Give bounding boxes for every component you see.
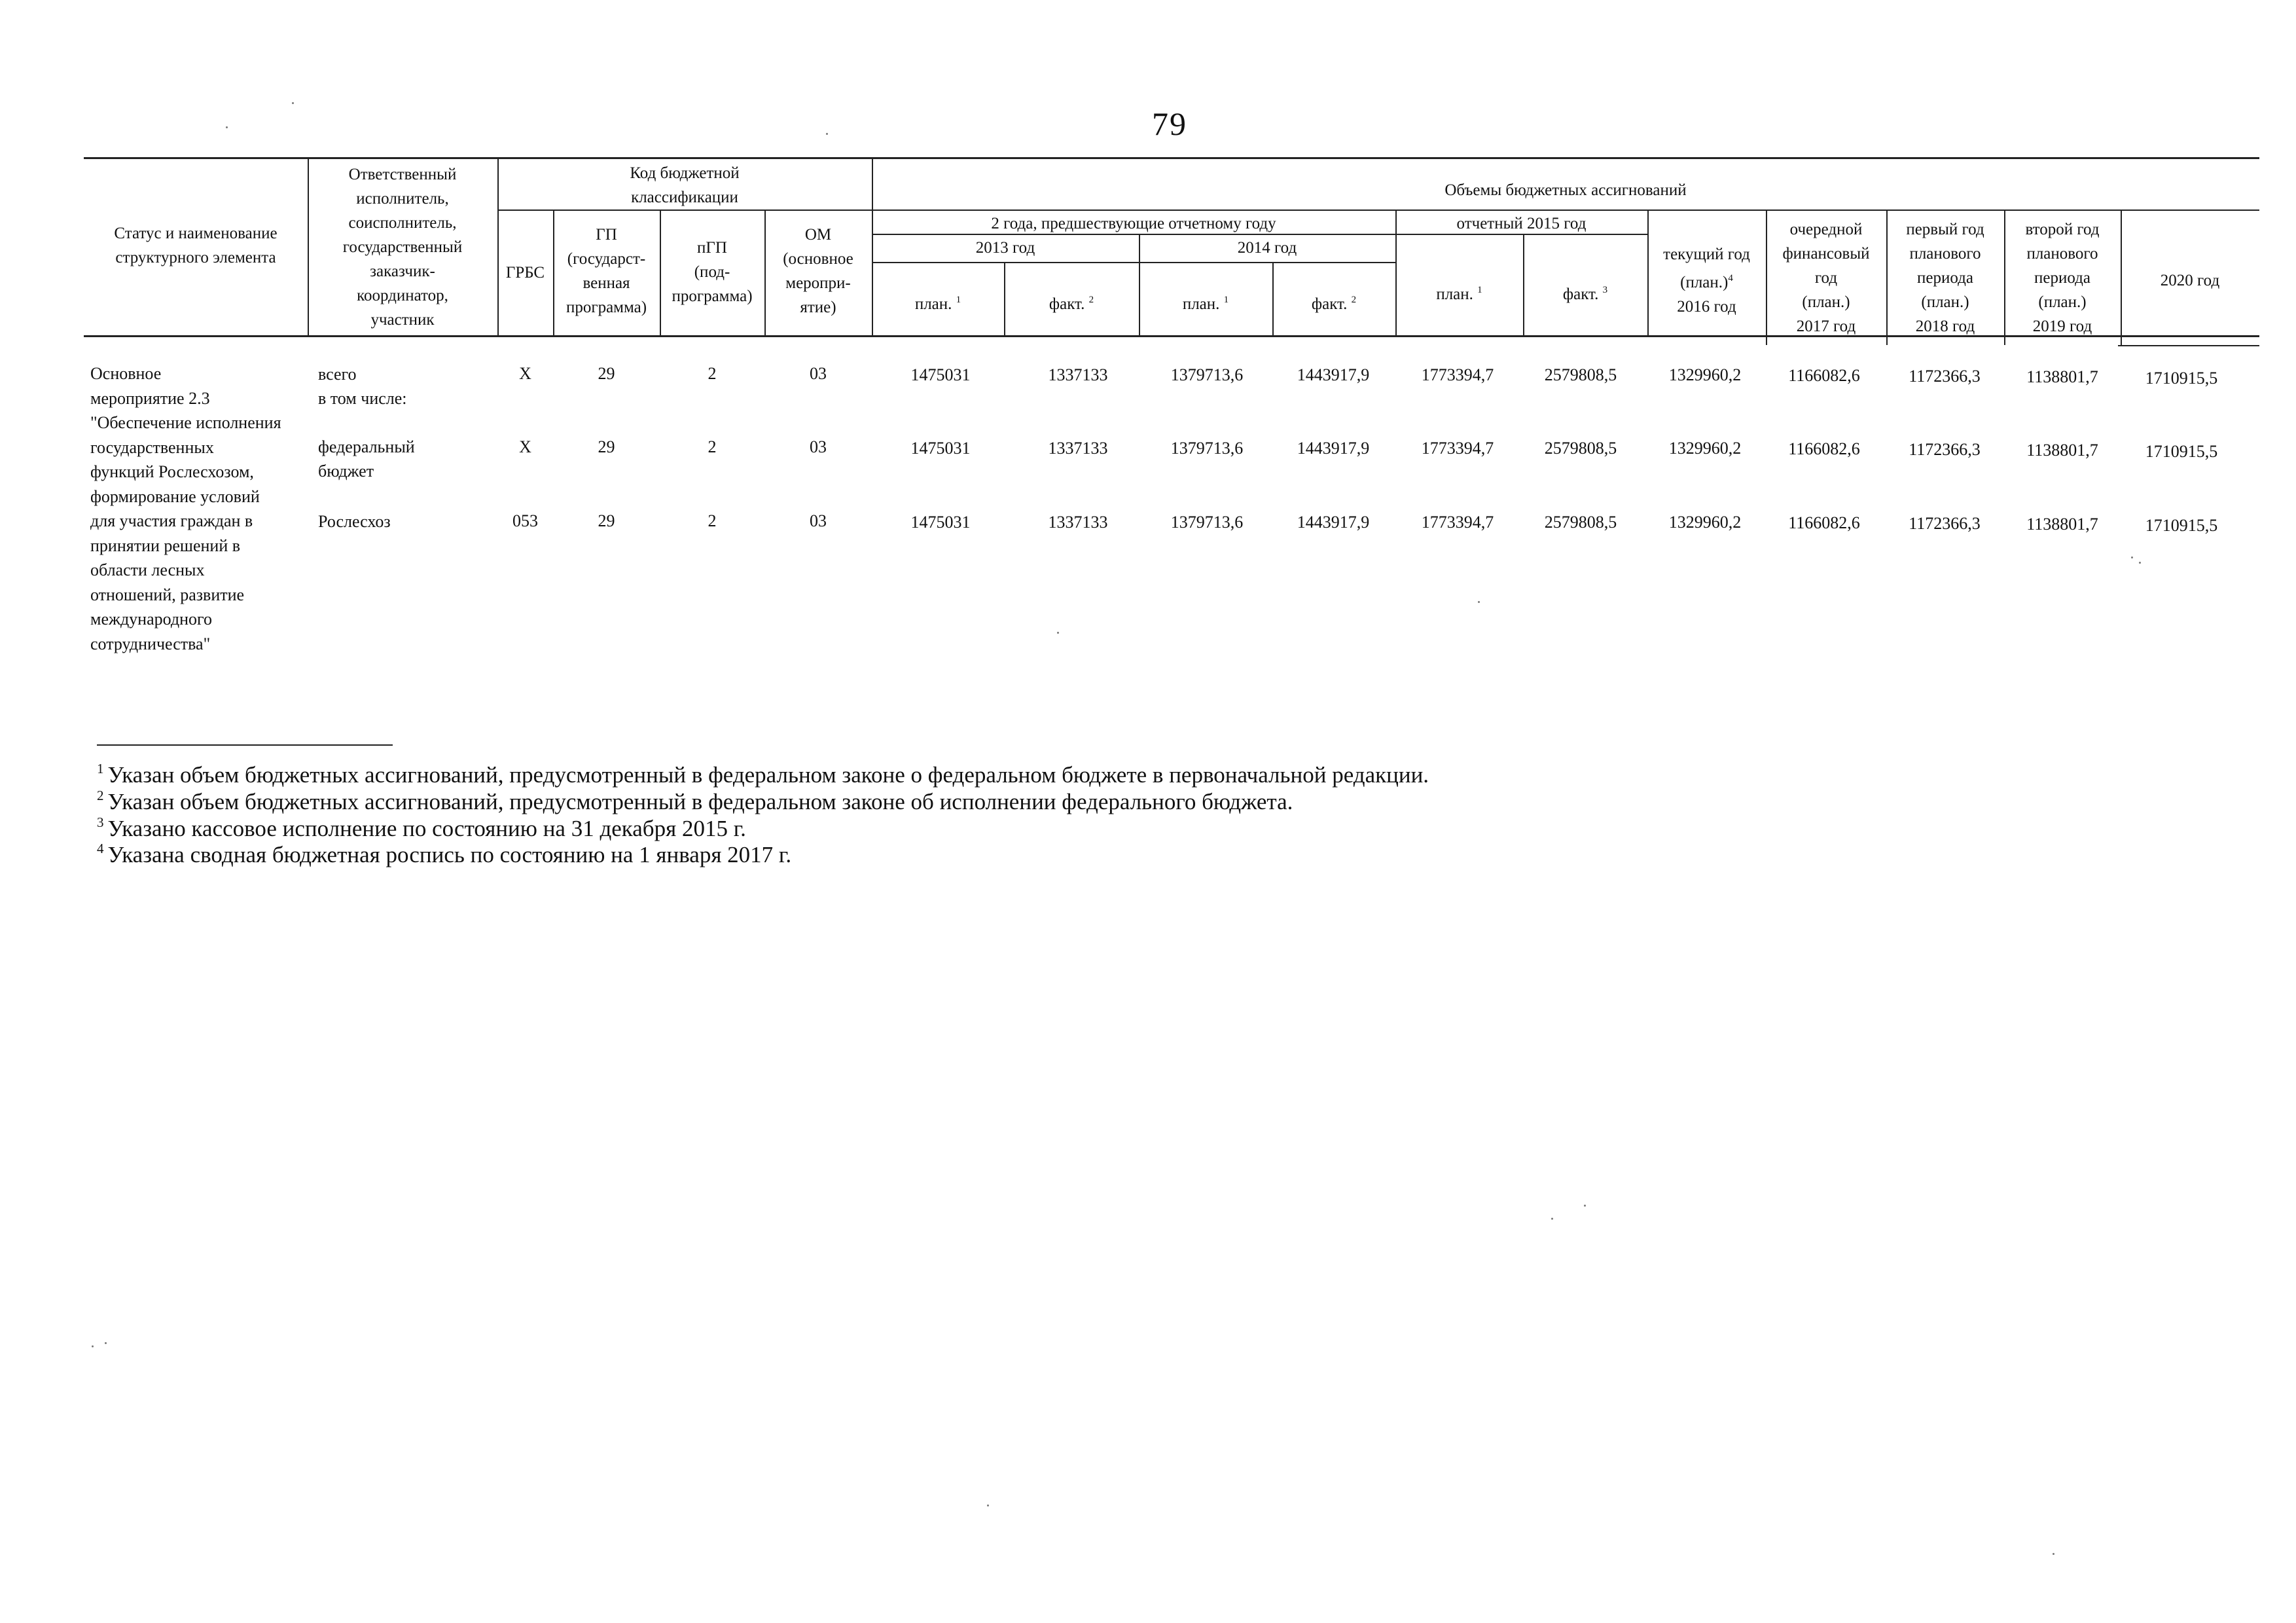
cell-om: 03 [810,511,827,530]
cell-value: 1443917,9 [1297,513,1370,532]
cell-value: 1475031 [910,365,971,384]
scan-speck [226,126,228,128]
cell-value: 1773394,7 [1421,439,1494,458]
table-top-border [84,157,2259,159]
cell-grbs: Х [519,437,531,456]
cell-value: 2579808,5 [1544,439,1617,458]
scan-speck [1584,1205,1586,1207]
header-status-name: Статус и наименование структурного элемента [114,225,278,266]
footnote-item [97,788,1293,815]
scan-speck [92,1345,94,1347]
header-pgp: пГП (под- программа) [672,239,753,305]
scan-speck [292,102,294,104]
scan-speck [987,1504,989,1506]
cell-value: 1475031 [910,513,971,532]
cell-value: 1337133 [1048,513,1108,532]
scan-speck [105,1342,107,1344]
header-om: ОМ (основное меропри- ятие) [783,226,853,316]
cell-value: 1166082,6 [1788,439,1860,458]
cell-value: 1172366,3 [1909,514,1981,533]
footnote-text: Указан объем бюджетных ассигнований, предусмотренный в федеральном законе об исполнении федерального бюджета. [107,789,1293,814]
header-gp: ГП (государст- венная программа) [565,226,647,316]
footnote-mark: 3 [97,814,104,830]
cell-value: 1710915,5 [2145,369,2218,388]
cell-om: 03 [810,364,827,383]
cell-om: 03 [810,437,827,456]
scan-speck [2139,562,2141,564]
cell-value: 1443917,9 [1297,365,1370,384]
header-two-years-prior: 2 года, предшествующие отчетному году [991,215,1276,232]
cell-value: 1138801,7 [2026,441,2098,460]
cell-pgp: 2 [708,511,717,530]
header-2015-plan: план. $^1$ [1436,285,1482,303]
header-rule-1 [497,210,2259,211]
header-2014-plan: план. $^1$ [1182,295,1229,313]
header-responsible: Ответственный исполнитель, соисполнитель, государственный заказчик- координатор, участник [342,166,463,329]
cell-pgp: 2 [708,437,717,456]
header-budget-code: Код бюджетной классификации [630,164,740,206]
structural-element-name: Основное мероприятие 2.3 "Обеспечение исполнения государственных функций Рослесхозом, формирование условий для участия граждан в принятии решений в области лесных отношений, развитие международного сотрудничества" [90,364,281,653]
cell-value: 2579808,5 [1544,513,1617,532]
cell-value: 1329960,2 [1668,513,1742,532]
footnote-text: Указана сводная бюджетная роспись по состоянию на 1 января 2017 г. [107,842,792,867]
header-volumes: Объемы бюджетных ассигнований [1444,181,1687,199]
row-label: Рослесхоз [318,512,391,531]
cell-value: 1773394,7 [1421,513,1494,532]
page-number: 79 [1152,105,1187,142]
cell-value: 1710915,5 [2145,442,2218,461]
cell-value: 1172366,3 [1909,440,1981,459]
scan-speck [826,133,828,135]
header-current-year: текущий год (план.)$^4$ 2016 год [1663,246,1750,316]
cell-value: 1379713,6 [1170,365,1244,384]
header-grbs: ГРБС [505,264,545,282]
header-rule-3 [872,262,1395,263]
cell-value: 2579808,5 [1544,365,1617,384]
cell-value: 1337133 [1048,439,1108,458]
header-second-plan-year: второй год планового периода (план.) 2019 год [2025,221,2100,335]
footnote-item [97,814,746,842]
header-first-plan-year: первый год планового периода (план.) 2018 год [1906,221,1984,335]
footnote-item [97,841,791,868]
footnote-mark: 1 [97,761,104,776]
row-label: всего в том числе: [318,365,407,408]
scan-speck [1478,601,1480,603]
cell-value: 1166082,6 [1788,366,1860,385]
scan-speck [2053,1553,2054,1555]
cell-value: 1379713,6 [1170,439,1244,458]
row-label: федеральный бюджет [318,437,415,481]
cell-value: 1138801,7 [2026,367,2098,386]
footnote-text: Указано кассовое исполнение по состоянию на 31 декабря 2015 г. [107,816,746,841]
footnote-text: Указан объем бюджетных ассигнований, предусмотренный в федеральном законе о федеральном бюджете в первоначальной редакции. [107,762,1429,788]
cell-value: 1329960,2 [1668,439,1742,458]
header-year-2013: 2013 год [975,239,1035,257]
header-year-2014: 2014 год [1237,239,1297,257]
cell-value: 1337133 [1048,365,1108,384]
scan-speck [1551,1218,1553,1220]
cell-gp: 29 [598,437,615,456]
header-reporting-2015: отчетный 2015 год [1456,215,1587,232]
header-2013-plan: план. $^1$ [914,295,961,313]
cell-gp: 29 [598,364,615,383]
cell-value: 1329960,2 [1668,365,1742,384]
cell-value: 1172366,3 [1909,367,1981,386]
header-2015-fact: факт. $^3$ [1562,285,1608,303]
footnote-mark: 2 [97,788,104,803]
header-2013-fact: факт. $^2$ [1049,295,1094,313]
cell-value: 1773394,7 [1421,365,1494,384]
cell-value: 1166082,6 [1788,513,1860,532]
cell-value: 1475031 [910,439,971,458]
cell-value: 1710915,5 [2145,516,2218,535]
cell-grbs: 053 [512,511,538,530]
scan-speck [1057,632,1059,634]
header-next-fin-year: очередной финансовый год (план.) 2017 год [1782,221,1870,335]
scan-speck [2131,556,2133,558]
cell-grbs: Х [519,364,531,383]
cell-pgp: 2 [708,364,717,383]
cell-value: 1379713,6 [1170,513,1244,532]
header-bottom-border-tail [2118,345,2259,346]
header-2014-fact: факт. $^2$ [1311,295,1357,313]
footnote-item [97,761,1429,788]
cell-gp: 29 [598,511,615,530]
footnote-rule [97,744,393,746]
footnote-mark: 4 [97,841,104,856]
cell-value: 1443917,9 [1297,439,1370,458]
header-year-2020: 2020 год [2160,272,2220,289]
cell-value: 1138801,7 [2026,515,2098,534]
